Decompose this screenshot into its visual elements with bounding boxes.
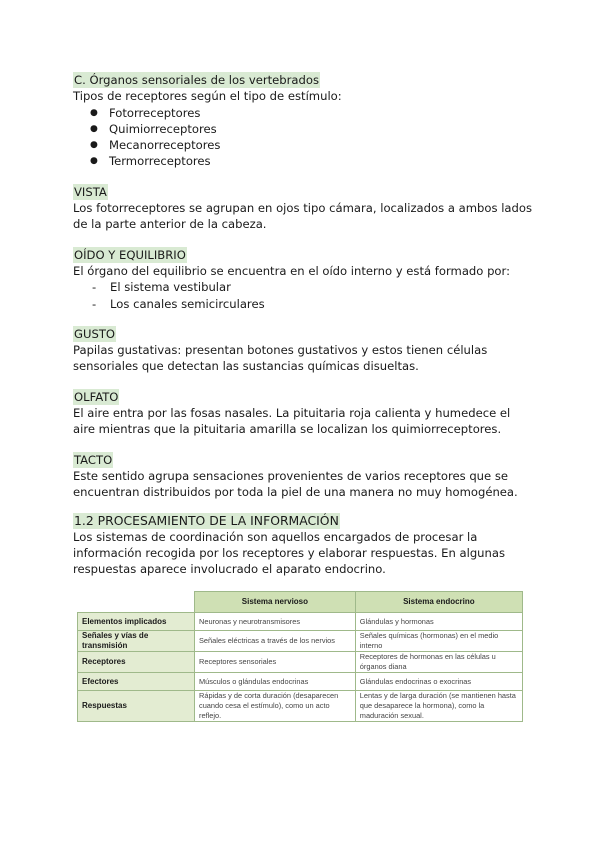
header-endocrino: Sistema endocrino: [355, 592, 522, 613]
section-c-heading: C. Órganos sensoriales de los vertebrados: [74, 73, 319, 87]
list-item: ● Quimiorreceptores: [90, 121, 533, 137]
row-label: Receptores: [78, 652, 195, 673]
table-row: [78, 673, 523, 691]
olfato-text: El aire entra por las fosas nasales. La pituitaria roja calienta y humedece el aire mientras que la pituitaria amarilla se localizan los quimiorreceptores.: [73, 406, 511, 437]
cell-endocrino: Receptores de hormonas en las células u órganos diana: [355, 652, 522, 673]
list-item: - El sistema vestibular: [92, 279, 533, 295]
cell-nervioso: Rápidas y de corta duración (desaparecen cuando cesa el estímulo), como un acto reflejo.: [195, 691, 356, 722]
table-row: [78, 613, 523, 631]
cell-endocrino: Lentas y de larga duración (se mantienen hasta que desaparece la hormona), como la maduración sexual.: [355, 691, 522, 722]
list-item: ● Termorreceptores: [90, 153, 533, 169]
cell-nervioso: Receptores sensoriales: [195, 652, 356, 673]
list-item: - Los canales semicirculares: [92, 296, 533, 312]
comparison-table: [77, 591, 523, 722]
gusto-heading: GUSTO: [74, 326, 116, 341]
section-vista: [73, 184, 533, 233]
section-procesamiento: [73, 513, 533, 578]
tacto-heading: TACTO: [74, 452, 113, 467]
row-label: Respuestas: [78, 691, 195, 722]
row-label: Efectores: [78, 673, 195, 691]
table-corner: [78, 592, 195, 613]
oido-text: El órgano del equilibrio se encuentra en el oído interno y está formado por:: [73, 263, 510, 278]
row-label: Elementos implicados: [78, 613, 195, 631]
section-olfato: [73, 389, 533, 438]
list-item: ● Mecanorreceptores: [90, 137, 533, 153]
cell-nervioso: Músculos o glándulas endocrinas: [195, 673, 356, 691]
oido-heading: OÍDO Y EQUILIBRIO: [74, 247, 186, 262]
row-label: Señales y vías de transmisión: [78, 631, 195, 652]
cell-nervioso: Neuronas y neurotransmisores: [195, 613, 356, 631]
header-nervioso: Sistema nervioso: [195, 592, 356, 613]
gusto-text: Papilas gustativas: presentan botones gustativos y estos tienen células sensoriales que detectan las sustancias químicas disueltas.: [73, 343, 488, 374]
document-content: [73, 72, 533, 578]
table-row: [78, 652, 523, 673]
section-tacto: [73, 452, 533, 501]
oido-list: [73, 279, 533, 312]
table-row: [78, 691, 523, 722]
table-row: [78, 631, 523, 652]
vista-text: Los fotorreceptores se agrupan en ojos tipo cámara, localizados a ambos lados de la parte anterior de la cabeza.: [73, 201, 533, 232]
section-c-intro: Tipos de receptores según el tipo de estímulo:: [73, 89, 342, 104]
procesamiento-heading: 1.2 PROCESAMIENTO DE LA INFORMACIÓN: [74, 512, 339, 528]
receptor-list: [73, 105, 533, 170]
cell-endocrino: Glándulas y hormonas: [355, 613, 522, 631]
vista-heading: VISTA: [74, 184, 107, 199]
section-c: [73, 72, 533, 170]
table-header-row: [78, 592, 523, 613]
cell-endocrino: Señales químicas (hormonas) en el medio interno: [355, 631, 522, 652]
olfato-heading: OLFATO: [74, 389, 119, 404]
cell-nervioso: Señales eléctricas a través de los nervios: [195, 631, 356, 652]
cell-endocrino: Glándulas endocrinas o exocrinas: [355, 673, 522, 691]
tacto-text: Este sentido agrupa sensaciones provenientes de varios receptores que se encuentran distribuidos por toda la piel de una manera no muy homogénea.: [73, 468, 518, 500]
list-item: ● Fotorreceptores: [90, 105, 533, 121]
procesamiento-text: Los sistemas de coordinación son aquellos encargados de procesar la información recogida por los receptores y elaborar respuestas. En algunas respuestas aparece involucrado el aparato endocrino.: [73, 529, 506, 577]
section-gusto: [73, 326, 533, 375]
section-oido: [73, 247, 533, 312]
